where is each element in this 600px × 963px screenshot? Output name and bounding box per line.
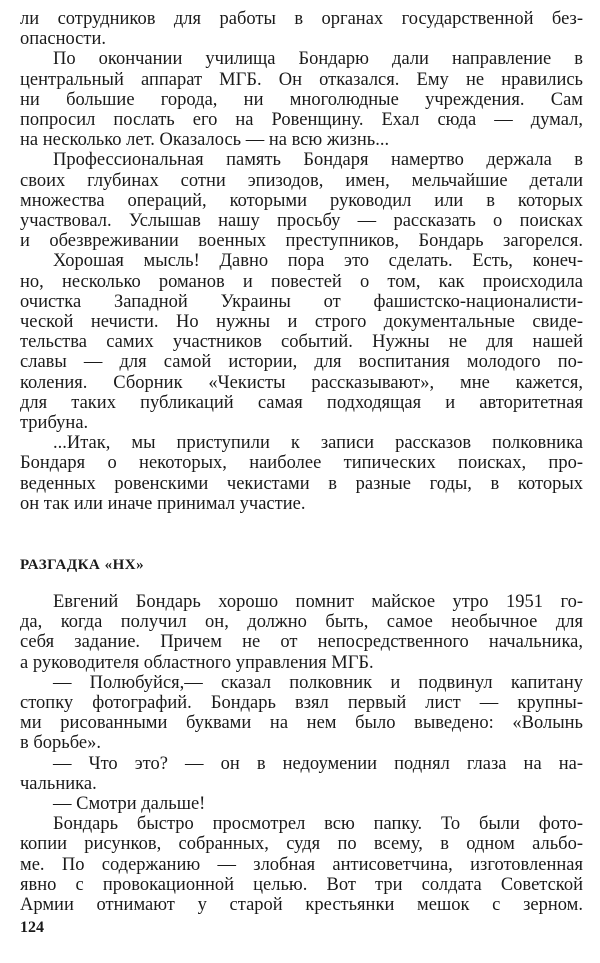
text-line: Армии отнимают у старой крестьянки мешок с зерном. (20, 894, 583, 916)
text-line: ни большие города, ни многолюдные учреждения. Сам (20, 89, 583, 111)
text-line: центральный аппарат МГБ. Он отказался. Ему не нравились (20, 69, 583, 91)
text-line: опасности. (20, 28, 107, 50)
text-line: Хорошая мысль! Давно пора это сделать. Есть, конеч- (53, 250, 583, 272)
text-line: — Смотри дальше! (53, 793, 206, 815)
text-line: трибуна. (20, 412, 89, 434)
text-line: попросил послать его на Ровенщину. Ехал сюда — думал, (20, 109, 583, 131)
text-line: тельства самих участников событий. Нужны не для нашей (20, 331, 583, 353)
text-line: явно с провокационной целью. Вот три солдата Советской (20, 874, 583, 896)
text-line: своих глубинах сотни эпизодов, имен, мельчайшие детали (20, 170, 583, 192)
text-line: коления. Сборник «Чекисты рассказывают», мне кажется, (20, 372, 583, 394)
text-line: очистка Западной Украины от фашистско-националисти- (20, 291, 583, 313)
page-number: 124 (20, 919, 44, 936)
text-line: — Что это? — он в недоумении поднял глаза на на- (53, 753, 583, 775)
text-line: ли сотрудников для работы в органах государственной без- (20, 8, 583, 30)
text-line: на несколько лет. Оказалось — на всю жизнь... (20, 129, 390, 151)
text-line: Евгений Бондарь хорошо помнит майское утро 1951 го- (53, 591, 583, 613)
text-line: Бондаря о некоторых, наиболее типических поисках, про- (20, 452, 583, 474)
text-line: ...Итак, мы приступили к записи рассказов полковника (53, 432, 583, 454)
text-line: ми рисованными буквами на нем было выведено: «Волынь (20, 712, 583, 734)
chapter-heading: РАЗГАДКА «НХ» (20, 557, 145, 573)
text-line: себя задание. Причем не от непосредственного начальника, (20, 631, 583, 653)
text-line: он так или иначе принимал участие. (20, 493, 306, 515)
text-line: По окончании училища Бондарю дали направление в (53, 48, 583, 70)
text-line: веденных ровенскими чекистами в разные годы, в которых (20, 473, 583, 495)
text-line: чальника. (20, 773, 97, 795)
text-line: а руководителя областного управления МГБ. (20, 652, 374, 674)
text-line: и обезвреживании военных преступников, Бондарь загорелся. (20, 230, 583, 252)
text-line: ме. По содержанию — злобная антисоветчина, изготовленная (20, 854, 583, 876)
text-line: для таких публикаций самая подходящая и авторитетная (20, 392, 583, 414)
text-line: но, несколько романов и повестей о том, как происходила (20, 271, 583, 293)
text-line: — Полюбуйся,— сказал полковник и подвинул капитану (53, 672, 583, 694)
text-line: копии рисунков, собранных, судя по всему, в одном альбо- (20, 833, 583, 855)
text-line: стопку фотографий. Бондарь взял первый лист — крупны- (20, 692, 583, 714)
text-line: да, когда получил он, должно быть, самое необычное для (20, 611, 583, 633)
text-line: Профессиональная память Бондаря намертво держала в (53, 149, 583, 171)
text-line: в борьбе». (20, 732, 101, 754)
text-line: ческой нечисти. Но нужны и строго документальные свиде- (20, 311, 583, 333)
text-line: участвовал. Услышав нашу просьбу — рассказать о поисках (20, 210, 583, 232)
text-line: множества операций, которыми руководил или в которых (20, 190, 583, 212)
text-line: Бондарь быстро просмотрел всю папку. То были фото- (53, 813, 583, 835)
text-line: славы — для самой истории, для воспитания молодого по- (20, 351, 583, 373)
